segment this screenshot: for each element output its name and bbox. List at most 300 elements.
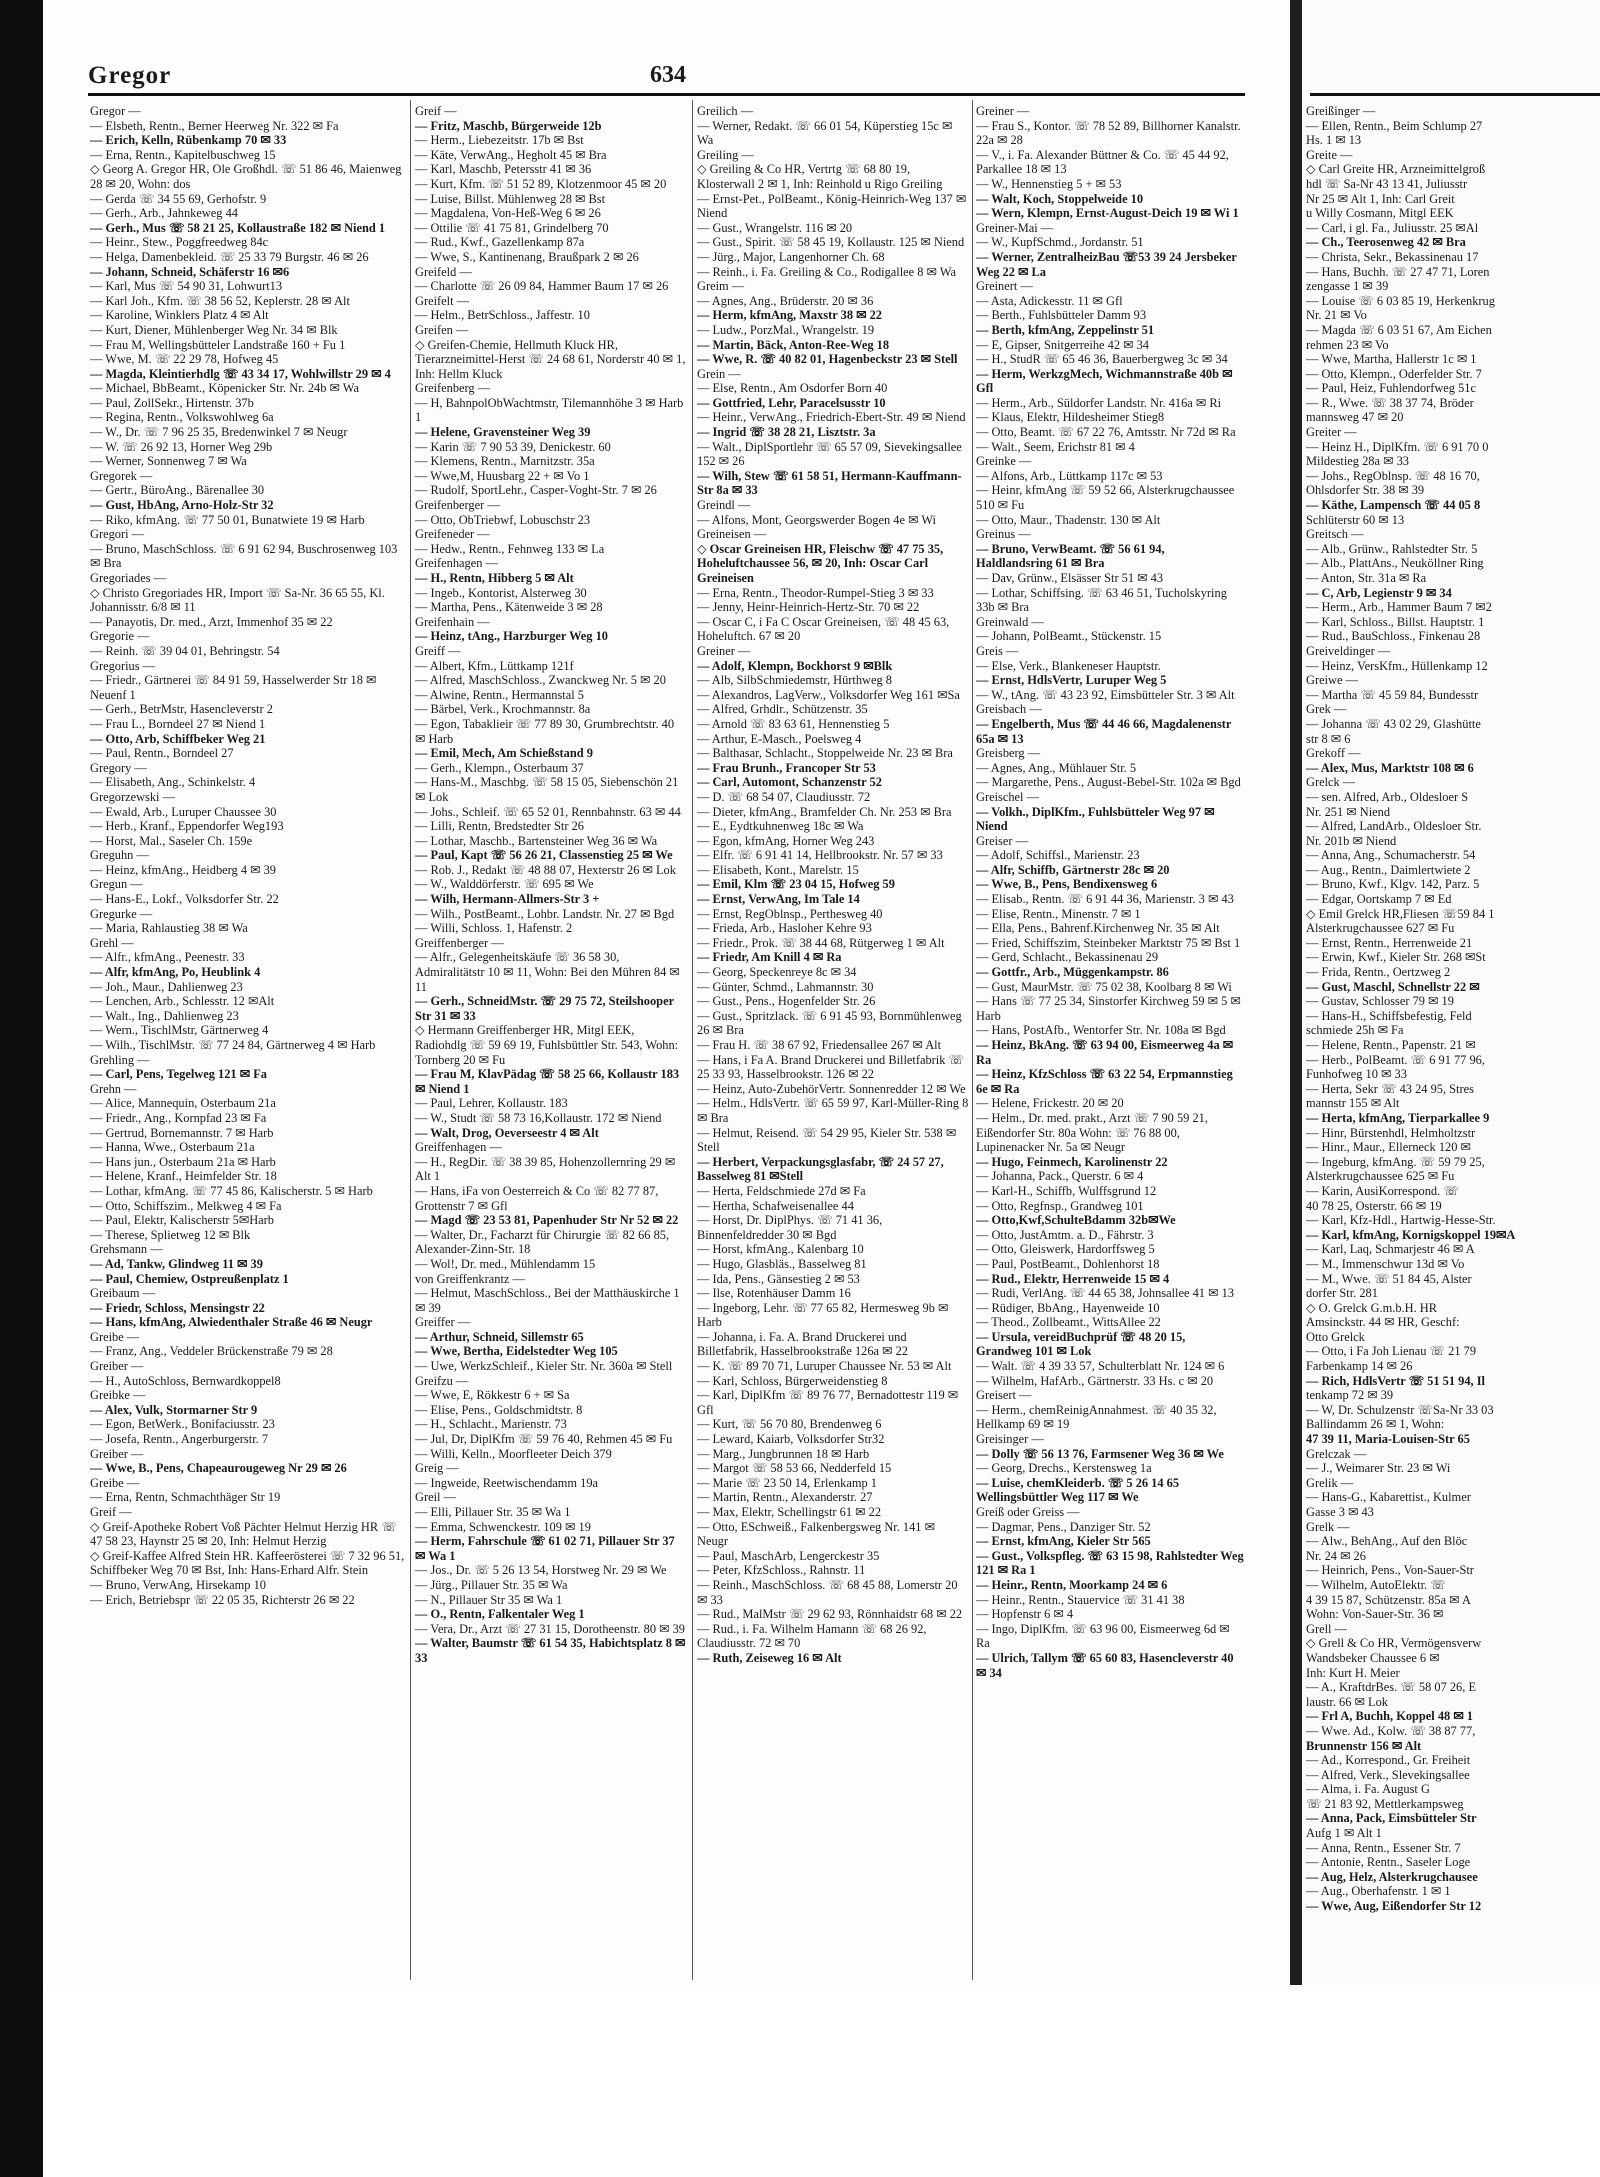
directory-entry: — Albert, Kfm., Lüttkamp 121f xyxy=(415,658,574,673)
directory-entry: Otto Grelck xyxy=(1306,1329,1365,1344)
directory-entry: — Otto, JustAmtm. a. D., Fährstr. 3 xyxy=(976,1227,1154,1242)
directory-entry: — Anna, Rentn., Essener Str. 7 xyxy=(1306,1840,1461,1855)
directory-entry: Schlüterstr 60 ✉ 13 xyxy=(1306,512,1405,527)
surname-heading: Grelk — xyxy=(1306,1519,1350,1534)
directory-entry: — Wilh., PostBeamt., Lohbr. Landstr. Nr. 27 ✉ Bgd xyxy=(415,906,675,921)
directory-entry: — Karl, Maschb, Petersstr 41 ✉ 36 xyxy=(415,162,592,177)
directory-entry: — Ernst, kfmAng, Kieler Str 565 xyxy=(976,1534,1151,1549)
directory-entry: — Elise, Rentn., Minenstr. 7 ✉ 1 xyxy=(976,906,1141,921)
directory-entry: — Hans-G., Kabarettist., Kulmer xyxy=(1306,1490,1471,1505)
directory-entry: Nr. 21 ✉ Vo xyxy=(1306,308,1367,323)
directory-entry: — Ewald, Arb., Luruper Chaussee 30 xyxy=(90,804,277,819)
directory-entry: — Frau L., Borndeel 27 ✉ Niend 1 xyxy=(90,716,266,731)
directory-entry: — Arthur, Schneid, Sillemstr 65 xyxy=(415,1329,584,1344)
directory-entry: — Friedr., Gärtnerei ☏ 84 91 59, Hasselwerder Str 18 ✉ Neuenf 1 xyxy=(90,673,377,702)
directory-entry: 40 78 25, Osterstr. 66 ✉ 19 xyxy=(1306,1198,1442,1213)
surname-heading: Greisberg — xyxy=(976,746,1041,761)
surname-heading: Greifelt — xyxy=(415,293,470,308)
facing-header-rule xyxy=(1310,93,1600,96)
directory-entry: — Marie ☏ 23 50 14, Erlenkamp 1 xyxy=(697,1475,877,1490)
surname-heading: von Greiffenkrantz — xyxy=(415,1271,525,1286)
directory-entry: Hs. 1 ✉ 13 xyxy=(1306,133,1362,148)
directory-entry: ◇ O. Grelck G.m.b.H. HR xyxy=(1306,1300,1438,1315)
directory-entry: — Hans, PostAfb., Wentorfer Str. Nr. 108a ✉ Bgd xyxy=(976,1023,1226,1038)
directory-entry: — Hopfenstr 6 ✉ 4 xyxy=(976,1607,1074,1622)
directory-entry: — Heinz, tAng., Harzburger Weg 10 xyxy=(415,629,608,644)
directory-entry: — Fried, Schiffszim, Steinbeker Marktstr 75 ✉ Bst 1 xyxy=(976,935,1241,950)
directory-entry: Mildestieg 28a ✉ 33 xyxy=(1306,454,1409,469)
surname-heading: Greiß oder Greiss — xyxy=(976,1505,1080,1519)
directory-entry: — Karl Joh., Kfm. ☏ 38 56 52, Keplerstr. 28 ✉ Alt xyxy=(90,293,350,308)
directory-entry: ◇ Georg A. Gregor HR, Ole Großhdl. ☏ 51 86 46, Maienweg 28 ✉ 20, Wohn: dos xyxy=(90,162,402,191)
directory-entry: — Wwe, B., Pens, Chapeaurougeweg Nr 29 ✉ 26 xyxy=(90,1461,347,1476)
directory-entry: — Lenchen, Arb., Schlesstr. 12 ✉Alt xyxy=(90,994,275,1009)
directory-entry: — Anna, Pack, Eimsbütteler Str xyxy=(1306,1811,1477,1826)
directory-entry: — Else, Verk., Blankeneser Hauptstr. xyxy=(976,658,1161,673)
directory-entry: Gasse 3 ✉ 43 xyxy=(1306,1505,1374,1519)
directory-entry: — Karl, Schloss., Billst. Hauptstr. 1 xyxy=(1306,614,1485,629)
directory-entry: — Rud., BauSchloss., Finkenau 28 xyxy=(1306,629,1481,644)
surname-heading: Grein — xyxy=(697,366,741,381)
directory-entry: — Heinrich, Pens., Von-Sauer-Str xyxy=(1306,1563,1474,1578)
directory-entry: — W, Dr. Schulzenstr ☏Sa-Nr 33 03 xyxy=(1306,1402,1494,1417)
directory-entry: rehmen 23 ✉ Vo xyxy=(1306,337,1389,352)
directory-entry: — J., Weimarer Str. 23 ✉ Wi xyxy=(1306,1461,1451,1476)
surname-heading: Gregun — xyxy=(90,877,143,892)
surname-heading: Greiwe — xyxy=(1306,673,1358,688)
directory-entry: — Helga, Damenbekleid. ☏ 25 33 79 Burgstr. 46 ✉ 26 xyxy=(90,249,369,264)
directory-entry: — Paul, Lehrer, Kollaustr. 183 xyxy=(415,1096,568,1111)
surname-heading: Grelck — xyxy=(1306,775,1356,790)
directory-entry: — Paul, ZollSekr., Hirtenstr. 37b xyxy=(90,395,254,410)
directory-entry: — Alex, Vulk, Stormarner Str 9 xyxy=(90,1402,258,1417)
directory-entry: — Alfons, Arb., Lüttkamp 117c ✉ 53 xyxy=(976,468,1163,483)
directory-entry: mannsweg 47 ✉ 20 xyxy=(1306,410,1404,425)
surname-heading: Greischel — xyxy=(976,789,1039,804)
header-rule xyxy=(88,93,1245,96)
surname-heading: Gregory — xyxy=(90,760,147,775)
directory-entry: — Herm, WerkzgMech, Wichmannstraße 40b ✉ Gfl xyxy=(976,366,1233,396)
directory-entry: — Alwine, Rentn., Hermannstal 5 xyxy=(415,687,584,702)
directory-entry: — Carl, Automont, Schanzenstr 52 xyxy=(697,775,882,790)
scan-margin-bottom xyxy=(0,1985,1600,2177)
surname-heading: Greiber — xyxy=(90,1359,144,1374)
directory-entry: — Alw., BehAng., Auf den Blöc xyxy=(1306,1534,1468,1549)
surname-heading: Grehling — xyxy=(90,1052,150,1067)
directory-entry: — Karin, AusiKorrespond. ☏ xyxy=(1306,1183,1459,1198)
directory-entry: — M., Immenschwur 13d ✉ Vo xyxy=(1306,1256,1465,1271)
directory-entry: ◇ Emil Grelck HR,Fliesen ☏59 84 1 xyxy=(1306,906,1495,921)
directory-entry: — Alexandros, LagVerw., Volksdorfer Weg 161 ✉Sa xyxy=(697,687,960,702)
directory-entry: — Werner, Redakt. ☏ 66 01 54, Küperstieg 15c ✉ Wa xyxy=(697,118,953,148)
directory-entry: — Ernst, VerwAng, Im Tale 14 xyxy=(697,892,860,907)
scan-edge-left-bottom xyxy=(0,1985,43,2177)
surname-heading: Grehl — xyxy=(90,935,134,950)
directory-entry: — Reinh. ☏ 39 04 01, Behringstr. 54 xyxy=(90,643,280,658)
directory-entry: — Karl, Mus ☏ 54 90 31, Lohwurt13 xyxy=(90,279,283,294)
directory-entry: — Alex, Mus, Marktstr 108 ✉ 6 xyxy=(1306,760,1474,775)
surname-heading: Greineisen — xyxy=(697,527,767,542)
directory-entry: — Kurt, ☏ 56 70 80, Brendenweg 6 xyxy=(697,1417,882,1432)
directory-entry: — Ad, Tankw, Glindweg 11 ✉ 39 xyxy=(90,1256,263,1271)
directory-entry: — Elise, Pens., Goldschmidtstr. 8 xyxy=(415,1402,583,1417)
directory-entry: — Ingeborg, Lehr. ☏ 77 65 82, Hermesweg 9b ✉ Harb xyxy=(697,1300,949,1330)
directory-entry: — Gerd, Schlacht., Bekassinenau 29 xyxy=(976,950,1159,965)
directory-entry: Ohlsdorfer Str. 38 ✉ 39 xyxy=(1306,483,1425,498)
directory-entry: — Elfr. ☏ 6 91 41 14, Hellbrookstr. Nr. 57 ✉ 33 xyxy=(697,848,943,863)
directory-entry: — Rudolf, SportLehr., Casper-Voght-Str. 7 ✉ 26 xyxy=(415,483,657,498)
directory-entry: — Johanna ☏ 43 02 29, Glashütte xyxy=(1306,716,1481,731)
surname-heading: Greibaum — xyxy=(90,1286,156,1301)
directory-entry: — Heinz, kfmAng., Heidberg 4 ✉ 39 xyxy=(90,862,276,877)
directory-entry: — Günter, Schmd., Lahmannstr. 30 xyxy=(697,979,874,994)
directory-entry: — A., KraftdrBes. ☏ 58 07 26, E xyxy=(1306,1680,1477,1695)
directory-entry: ◇ Grell & Co HR, Vermögensverw xyxy=(1306,1636,1482,1651)
directory-entry: — Rüdiger, BbAng., Hayenweide 10 xyxy=(976,1300,1160,1315)
directory-column-3 xyxy=(697,104,969,1974)
directory-entry: — H., Rentn, Hibberg 5 ✉ Alt xyxy=(415,571,574,585)
directory-entry: — Aug., Oberhafenstr. 1 ✉ 1 xyxy=(1306,1884,1451,1899)
directory-entry: — W., Dr. ☏ 7 96 25 35, Bredenwinkel 7 ✉ Neugr xyxy=(90,425,348,440)
directory-entry: — Jenny, Heinr-Heinrich-Hertz-Str. 70 ✉ 22 xyxy=(697,600,920,615)
surname-heading: Greilich — xyxy=(697,104,754,118)
surname-heading: Greifenberg — xyxy=(415,381,491,396)
directory-entry: — Heinz, KfzSchloss ☏ 63 22 54, Erpmannstieg 6e ✉ Ra xyxy=(976,1067,1233,1096)
surname-heading: Greis — xyxy=(976,643,1019,658)
directory-entry: — Martin, Bäck, Anton-Ree-Weg 18 xyxy=(697,337,890,352)
directory-entry: — Heinz, BkAng. ☏ 63 94 00, Eismeerweg 4a ✉ Ra xyxy=(976,1038,1234,1067)
directory-entry: — Elisabeth, Ang., Schinkelstr. 4 xyxy=(90,775,256,790)
directory-entry: — Kurt, Diener, Mühlenberger Weg Nr. 34 ✉ Blk xyxy=(90,322,338,337)
directory-entry: — Rud., Kwf., Gazellenkamp 87a xyxy=(415,235,585,250)
directory-entry: — Aug., Rentn., Daimlertwiete 2 xyxy=(1306,862,1471,877)
directory-entry: — Helm., Dr. med. prakt., Arzt ☏ 7 90 59 21, Eißendorfer Str. 80a Wohn: ☏ 76 88 00, Lupinenacker Nr. 5a ✉ Neugr xyxy=(976,1110,1208,1155)
directory-entry: Funhofweg 10 ✉ 33 xyxy=(1306,1067,1407,1082)
directory-entry: — Hans-M., Maschbg. ☏ 58 15 05, Siebenschön 21 ✉ Lok xyxy=(415,775,679,804)
directory-entry: — Regina, Rentn., Volkswohlweg 6a xyxy=(90,410,274,425)
surname-heading: Greig — xyxy=(415,1461,459,1476)
directory-entry: — Rob. J., Redakt ☏ 48 88 07, Hexterstr 26 ✉ Lok xyxy=(415,862,676,877)
directory-entry: — Lothar, Schiffsing. ☏ 63 46 51, Tucholskyring 33b ✉ Bra xyxy=(976,585,1227,615)
directory-entry: — Walt. ☏ 4 39 33 57, Schulterblatt Nr. 124 ✉ 6 xyxy=(976,1359,1225,1374)
directory-entry: — Herta, kfmAng, Tierparkallee 9 xyxy=(1306,1110,1490,1125)
directory-entry: — Elisabeth, Kont., Marelstr. 15 xyxy=(697,862,859,877)
directory-entry: — Dav, Grünw., Elsässer Str 51 ✉ 43 xyxy=(976,571,1164,585)
directory-entry: — Klemens, Rentn., Marnitzstr. 35a xyxy=(415,454,595,469)
directory-entry: — Margarethe, Pens., August-Bebel-Str. 102a ✉ Bgd xyxy=(976,775,1241,790)
surname-heading: Gregori — xyxy=(90,527,145,542)
directory-entry: — Wwe, Bertha, Eidelstedter Weg 105 xyxy=(415,1344,618,1359)
directory-entry: — Ingweide, Reetwischendamm 19a xyxy=(415,1475,599,1490)
directory-entry: ◇ Carl Greite HR, Arzneimittelgroß xyxy=(1306,162,1486,177)
directory-entry: ◇ Oscar Greineisen HR, Fleischw ☏ 47 75 35, Hoheluftchaussee 56, ✉ 20, Inh: Oscar Carl Greineisen xyxy=(697,541,944,585)
directory-entry: — Christa, Sekr., Bekassinenau 17 xyxy=(1306,249,1479,264)
directory-entry: — Herm, Fahrschule ☏ 61 02 71, Pillauer Str 37 ✉ Wa 1 xyxy=(415,1534,675,1563)
directory-entry: — Heinz, Auto-ZubehörVertr. Sonnenredder 12 ✉ We xyxy=(697,1081,966,1096)
directory-entry: — Frl A, Buchh, Koppel 48 ✉ 1 xyxy=(1306,1709,1474,1724)
directory-entry: — Hanna, Wwe., Osterbaum 21a xyxy=(90,1140,255,1155)
directory-entry: Alsterkrugchaussee 627 ✉ Fu xyxy=(1306,921,1455,936)
directory-entry: — Martin, Rentn., Alexanderstr. 27 xyxy=(697,1490,873,1505)
directory-entry: — Ida, Pens., Gänsestieg 2 ✉ 53 xyxy=(697,1271,860,1286)
directory-entry: — Jos., Dr. ☏ 5 26 13 54, Horstweg Nr. 29 ✉ We xyxy=(415,1563,667,1578)
directory-entry: — Alfons, Mont, Georgswerder Bogen 4e ✉ Wi xyxy=(697,512,936,527)
directory-entry: — Rud., i. Fa. Wilhelm Hamann ☏ 68 26 92, Claudiusstr. 72 ✉ 70 xyxy=(697,1621,927,1651)
directory-entry: — Johann, Schneid, Schäferstr 16 ✉6 xyxy=(90,264,290,279)
directory-entry: — Leward, Kaiarb, Volksdorfer Str32 xyxy=(697,1432,885,1447)
directory-entry: — Gust., Spirit. ☏ 58 45 19, Kollaustr. 125 ✉ Niend xyxy=(697,235,965,250)
directory-entry: — Egon, kfmAng, Horner Weg 243 xyxy=(697,833,875,848)
directory-entry: — Jürg., Pillauer Str. 35 ✉ Wa xyxy=(415,1577,568,1592)
directory-entry: — Hinr, Bürstenhdl, Helmholtzstr xyxy=(1306,1125,1476,1140)
surname-heading: Greindl — xyxy=(697,498,751,513)
surname-heading: Greite — xyxy=(1306,147,1353,162)
directory-entry: — Paul, Rentn., Borndeel 27 xyxy=(90,746,234,761)
surname-heading: Greinert — xyxy=(976,279,1033,294)
directory-entry: — Franz, Ang., Veddeler Brückenstraße 79 ✉ 28 xyxy=(90,1344,333,1359)
directory-entry: — W. ☏ 26 92 13, Horner Weg 29b xyxy=(90,439,273,454)
directory-entry: — Johann, PolBeamt., Stückenstr. 15 xyxy=(976,629,1162,644)
directory-entry: — Helmut, MaschSchloss., Bei der Matthäuskirche 1 ✉ 39 xyxy=(415,1286,680,1315)
directory-entry: — Heinz, VersKfm., Hüllenkamp 12 xyxy=(1306,658,1488,673)
directory-entry: — Wwe, R. ☏ 40 82 01, Hagenbeckstr 23 ✉ Stell xyxy=(697,352,958,367)
directory-entry: — Wern, Klempn, Ernst-August-Deich 19 ✉ Wi 1 xyxy=(976,206,1239,221)
directory-entry: — Karl, kfmAng, Kornigskoppel 19✉A xyxy=(1306,1227,1516,1242)
directory-entry: Aufg 1 ✉ Alt 1 xyxy=(1306,1826,1382,1841)
surname-heading: Greil — xyxy=(415,1490,456,1505)
surname-heading: Greiter — xyxy=(1306,425,1357,440)
directory-entry: — Ottilie ☏ 41 75 81, Grindelberg 70 xyxy=(415,220,609,235)
surname-heading: Greiner — xyxy=(976,104,1030,118)
directory-entry: — Karin ☏ 7 90 53 39, Denickestr. 60 xyxy=(415,439,611,454)
directory-entry: Amsinckstr. 44 ✉ HR, Geschf: xyxy=(1306,1315,1460,1330)
directory-entry: — Wilhelm, AutoElektr. ☏ xyxy=(1306,1577,1446,1592)
directory-entry: — Bruno, VerwAng, Hirsekamp 10 xyxy=(90,1577,266,1592)
directory-entry: — Lothar, kfmAng. ☏ 77 45 86, Kalischerstr. 5 ✉ Harb xyxy=(90,1183,373,1198)
directory-entry: — Werner, Sonnenweg 7 ✉ Wa xyxy=(90,454,247,469)
directory-entry: — Wwe, Martha, Hallerstr 1c ✉ 1 xyxy=(1306,352,1477,367)
directory-entry: — Horst, Mal., Saseler Ch. 159e xyxy=(90,833,253,848)
column-divider xyxy=(692,100,693,1980)
directory-entry: — Ernst-Pet., PolBeamt., König-Heinrich-Weg 137 ✉ Niend xyxy=(697,191,967,221)
directory-entry: — Klaus, Elektr, Hildesheimer Stieg8 xyxy=(976,410,1165,425)
directory-entry: — Wol!, Dr. med., Mühlendamm 15 xyxy=(415,1256,596,1271)
directory-entry: — Ch., Teerosenweg 42 ✉ Bra xyxy=(1306,235,1466,250)
surname-heading: Gregorzewski — xyxy=(90,789,175,804)
directory-entry: — Heinr., Rentn., Stauervice ☏ 31 41 38 xyxy=(976,1592,1185,1607)
directory-entry: — Engelberth, Mus ☏ 44 46 66, Magdalenenstr 65a ✉ 13 xyxy=(976,716,1232,746)
directory-entry: — Kurt, Kfm. ☏ 51 52 89, Klotzenmoor 45 ✉ 20 xyxy=(415,176,667,191)
directory-entry: — W., Hennenstieg 5 + ✉ 53 xyxy=(976,176,1122,191)
directory-entry: — Louise ☏ 6 03 85 19, Herkenkrug xyxy=(1306,293,1495,308)
directory-entry: Farbenkamp 14 ✉ 26 xyxy=(1306,1359,1413,1374)
directory-entry: — Karl, Schloss, Bürgerweidenstieg 8 xyxy=(697,1373,888,1388)
surname-heading: Grelczak — xyxy=(1306,1446,1367,1461)
directory-entry: Nr. 24 ✉ 26 xyxy=(1306,1548,1366,1563)
surname-heading: Greiling — xyxy=(697,147,754,162)
directory-entry: — Margot ☏ 58 53 66, Nedderfeld 15 xyxy=(697,1461,892,1476)
directory-entry: — Magda, Kleintierhdlg ☏ 43 34 17, Wohlwillstr 29 ✉ 4 xyxy=(90,366,391,381)
directory-entry: mannstr 155 ✉ Alt xyxy=(1306,1096,1400,1111)
directory-entry: — Edgar, Oortskamp 7 ✉ Ed xyxy=(1306,892,1452,907)
directory-entry: — Paul, Heiz, Fuhlendorfweg 51c xyxy=(1306,381,1476,396)
surname-heading: Greifenhagen — xyxy=(415,556,498,571)
directory-entry: — Friedr., Ang., Kornpfad 23 ✉ Fa xyxy=(90,1110,267,1125)
directory-entry: — Berth, kfmAng, Zeppelinstr 51 xyxy=(976,322,1155,337)
directory-entry: — Herm., Arb., Hammer Baum 7 ✉2 xyxy=(1306,600,1492,615)
directory-entry: — Gerh., Klempn., Osterbaum 37 xyxy=(415,760,584,775)
directory-entry: — Otto, Arb, Schiffbeker Weg 21 xyxy=(90,731,266,746)
directory-entry: — Ingeburg, kfmAng. ☏ 59 79 25, xyxy=(1306,1154,1485,1169)
directory-entry: 47 39 11, Maria-Louisen-Str 65 xyxy=(1306,1432,1470,1447)
directory-entry: — Heinr., Rentn, Moorkamp 24 ✉ 6 xyxy=(976,1577,1168,1592)
directory-entry: — Frau M, Wellingsbütteler Landstraße 160 + Fu 1 xyxy=(90,337,346,352)
directory-entry: Brunnenstr 156 ✉ Alt xyxy=(1306,1738,1422,1753)
directory-entry: — W., Walddörferstr. ☏ 695 ✉ We xyxy=(415,877,594,892)
directory-entry: — Bruno, MaschSchloss. ☏ 6 91 62 94, Buschrosenweg 103 ✉ Bra xyxy=(90,541,398,571)
directory-entry: — Reinh., i. Fa. Greiling & Co., Rodigallee 8 ✉ Wa xyxy=(697,264,957,279)
surname-heading: Greiff — xyxy=(415,643,461,658)
directory-entry: — Erich, Betriebspr ☏ 22 05 35, Richterstr 26 ✉ 22 xyxy=(90,1592,355,1607)
directory-entry: — Hans ☏ 77 25 34, Sinstorfer Kirchweg 59 ✉ 5 ✉ Harb xyxy=(976,994,1241,1023)
directory-entry: — Walter, Dr., Facharzt für Chirurgie ☏ 82 66 85, Alexander-Zinn-Str. 18 xyxy=(415,1227,670,1257)
surname-heading: Greif — xyxy=(415,104,457,118)
surname-heading: Greisinger — xyxy=(976,1432,1044,1447)
directory-entry: — Vera, Dr., Arzt ☏ 27 31 15, Dorotheenstr. 80 ✉ 39 xyxy=(415,1621,685,1636)
directory-entry: — Bruno, VerwBeamt. ☏ 56 61 94, Haldlandsring 61 ✉ Bra xyxy=(976,541,1165,571)
directory-entry: — M., Wwe. ☏ 51 84 45, Alster xyxy=(1306,1271,1472,1286)
directory-entry: — Berth., Fuhlsbütteler Damm 93 xyxy=(976,308,1147,323)
directory-entry: — Gerh., Mus ☏ 58 21 25, Kollaustraße 182 ✉ Niend 1 xyxy=(90,220,386,235)
directory-entry: — Magdalena, Von-Heß-Weg 6 ✉ 26 xyxy=(415,206,601,221)
directory-entry: — Otto, Beamt. ☏ 67 22 76, Amtsstr. Nr 72d ✉ Ra xyxy=(976,425,1236,440)
directory-entry: — Herta, Sekr ☏ 43 24 95, Stres xyxy=(1306,1081,1474,1096)
directory-entry: — Wwe, S., Kantinenang, Braußpark 2 ✉ 26 xyxy=(415,249,639,264)
directory-entry: — Johanna, Pack., Querstr. 6 ✉ 4 xyxy=(976,1169,1144,1184)
directory-entry: — Helene, Kranf., Heimfelder Str. 18 xyxy=(90,1169,277,1184)
directory-entry: — Carl, Pens, Tegelweg 121 ✉ Fa xyxy=(90,1067,267,1082)
facing-page-column xyxy=(1306,104,1598,1974)
directory-entry: — Gust, MaurMstr. ☏ 75 02 38, Koolbarg 8 ✉ Wi xyxy=(976,979,1232,994)
directory-entry: — Gerh., Arb., Jahnkeweg 44 xyxy=(90,206,238,221)
directory-entry: — Walter, Baumstr ☏ 61 54 35, Habichtsplatz 8 ✉ 33 xyxy=(415,1636,686,1665)
directory-entry: — Bruno, Kwf., Klgv. 142, Parz. 5 xyxy=(1306,877,1480,892)
directory-entry: — sen. Alfred, Arb., Oldesloer S xyxy=(1306,789,1469,804)
directory-entry: — Alb., PlattAns., Neuköllner Ring xyxy=(1306,556,1484,571)
directory-entry: — Jul, Dr, DiplKfm ☏ 59 76 40, Rehmen 45 ✉ Fu xyxy=(415,1432,673,1447)
directory-entry: — Hugo, Feinmech, Karolinenstr 22 xyxy=(976,1154,1168,1169)
directory-entry: — Ad., Korrespond., Gr. Freiheit xyxy=(1306,1753,1471,1768)
directory-entry: — Ingo, DiplKfm. ☏ 63 96 00, Eismeerweg 6d ✉ Ra xyxy=(976,1621,1230,1651)
directory-entry: — Wilhelm, HafArb., Gärtnerstr. 33 Hs. c ✉ 20 xyxy=(976,1373,1214,1388)
directory-entry: Wohn: Von-Sauer-Str. 36 ✉ xyxy=(1306,1607,1444,1622)
directory-entry: — Otto, Schiffszim., Melkweg 4 ✉ Fa xyxy=(90,1198,282,1213)
directory-entry: — Hans-E., Lokf., Volksdorfer Str. 22 xyxy=(90,892,279,907)
column-divider xyxy=(972,100,973,1980)
directory-entry: — Otto, Maur., Thadenstr. 130 ✉ Alt xyxy=(976,512,1161,527)
directory-entry: — Balthasar, Schlacht., Stoppelweide Nr. 23 ✉ Bra xyxy=(697,746,953,761)
directory-entry: — Dolly ☏ 56 13 76, Farmsener Weg 36 ✉ We xyxy=(976,1446,1224,1461)
directory-entry: Ballindamm 26 ✉ 1, Wohn: xyxy=(1306,1417,1445,1432)
directory-entry: — Magda ☏ 6 03 51 67, Am Eichen xyxy=(1306,322,1492,337)
directory-entry: — Friedr, Am Knill 4 ✉ Ra xyxy=(697,950,842,965)
surname-heading: Grek — xyxy=(1306,702,1347,717)
directory-entry: — Alice, Mannequin, Osterbaum 21a xyxy=(90,1096,276,1111)
directory-entry: — Oscar C, i Fa C Oscar Greineisen, ☏ 48 45 63, Hoheluftch. 67 ✉ 20 xyxy=(697,614,950,644)
directory-entry: — Gerh., SchneidMstr. ☏ 29 75 72, Steilshooper Str 31 ✉ 33 xyxy=(415,994,674,1023)
directory-entry: — Alfr, kfmAng, Po, Heublink 4 xyxy=(90,965,261,980)
directory-entry: — Wwe, Aug, Eißendorfer Str 12 xyxy=(1306,1899,1482,1914)
directory-entry: — Erich, Kelln, Rübenkamp 70 ✉ 33 xyxy=(90,133,287,148)
page-number: 634 xyxy=(650,62,686,88)
directory-entry: — Fritz, Maschb, Bürgerweide 12b xyxy=(415,118,602,133)
directory-entry: — Ilse, Rotenhäuser Damm 16 xyxy=(697,1286,851,1301)
directory-entry: — Otto, i Fa Joh Lienau ☏ 21 79 xyxy=(1306,1344,1477,1359)
directory-entry: — Uwe, WerkzSchleif., Kieler Str. Nr. 360a ✉ Stell xyxy=(415,1359,673,1374)
directory-entry: — Marg., Jungbrunnen 18 ✉ Harb xyxy=(697,1446,870,1461)
directory-entry: — Heinr, kfmAng ☏ 59 52 66, Alsterkrugchaussee 510 ✉ Fu xyxy=(976,483,1235,513)
directory-entry: — Wilh, Stew ☏ 61 58 51, Hermann-Kauffmann-Str 8a ✉ 33 xyxy=(697,468,962,498)
surname-heading: Greiffenberger — xyxy=(415,935,504,950)
directory-entry: — Herb., PolBeamt. ☏ 6 91 77 96, xyxy=(1306,1052,1485,1067)
directory-entry: ◇ Greif-Kaffee Alfred Stein HR. Kaffeerösterei ☏ 7 32 96 51, Schiffbeker Weg 70 ✉ Bst, Inh: Hans-Erhard Alfr. Stein xyxy=(90,1548,405,1578)
surname-heading: Greinke — xyxy=(976,454,1032,469)
directory-entry: — Otto, ESchweiß., Falkenbergsweg Nr. 141 ✉ Neugr xyxy=(697,1519,935,1549)
directory-entry: — Joh., Maur., Dahlienweg 23 xyxy=(90,979,243,994)
directory-entry: — Walt., Ing., Dahlienweg 23 xyxy=(90,1008,239,1023)
directory-entry: — Hertha, Schafweisenallee 44 xyxy=(697,1198,854,1213)
directory-entry: — Karl, Kfz-Hdl., Hartwig-Hesse-Str. xyxy=(1306,1213,1496,1228)
scan-edge-left xyxy=(0,0,43,2177)
directory-entry: — Theod., Zollbeamt., WittsAllee 22 xyxy=(976,1315,1161,1330)
directory-entry: — C, Arb, Legienstr 9 ✉ 34 xyxy=(1306,585,1452,600)
directory-entry: — Martha, Pens., Kätenweide 3 ✉ 28 xyxy=(415,600,603,615)
directory-entry: — Egon, Tabaklieir ☏ 77 89 30, Grumbrechtstr. 40 ✉ Harb xyxy=(415,716,675,746)
directory-entry: dorfer Str. 281 xyxy=(1306,1286,1378,1301)
directory-entry: — Helm., BetrSchloss., Jaffestr. 10 xyxy=(415,308,590,323)
directory-entry: — Frau S., Kontor. ☏ 78 52 89, Billhorner Kanalstr. 22a ✉ 28 xyxy=(976,118,1241,148)
directory-entry: — Arnold ☏ 83 63 61, Hennenstieg 5 xyxy=(697,716,890,731)
directory-entry: — Hans, iFa von Oesterreich & Co ☏ 82 77 87, Grottenstr 7 ✉ Gfl xyxy=(415,1183,659,1213)
directory-entry: — Gust, HbAng, Arno-Holz-Str 32 xyxy=(90,498,274,513)
directory-entry: — Josefa, Rentn., Angerburgerstr. 7 xyxy=(90,1432,269,1447)
directory-entry: — Horst, kfmAng., Kalenbarg 10 xyxy=(697,1242,864,1257)
surname-heading: Greiber — xyxy=(90,1446,144,1461)
directory-entry: — Gust., Wrangelstr. 116 ✉ 20 xyxy=(697,220,853,235)
directory-entry: — Herm., Liebezeitstr. 17b ✉ Bst xyxy=(415,133,584,148)
directory-entry: — Alfred, Verk., Slevekingsallee xyxy=(1306,1767,1470,1782)
directory-entry: — Karl, DiplKfm ☏ 89 76 77, Bernadottestr 119 ✉ Gfl xyxy=(697,1388,959,1417)
directory-entry: — Alma, i. Fa. August G xyxy=(1306,1782,1430,1797)
directory-entry: — Maria, Rahlaustieg 38 ✉ Wa xyxy=(90,921,248,936)
directory-entry: — Elsbeth, Rentn., Berner Heerweg Nr. 322 ✉ Fa xyxy=(90,118,339,133)
directory-entry: — Käthe, Lampensch ☏ 44 05 8 xyxy=(1306,498,1481,513)
surname-heading: Greifen — xyxy=(415,322,469,337)
directory-entry: — Walt., DiplSportlehr ☏ 65 57 09, Sievekingsallee 152 ✉ 26 xyxy=(697,439,962,469)
directory-entry: — Helm., HdlsVertr. ☏ 65 59 97, Karl-Müller-Ring 8 ✉ Bra xyxy=(697,1096,969,1125)
directory-entry: — Gottfr., Arb., Müggenkampstr. 86 xyxy=(976,965,1169,980)
directory-entry: — Otto,Kwf,SchulteBdamm 32b✉We xyxy=(976,1213,1176,1228)
directory-entry: — Aug, Helz, Alsterkrugchausee xyxy=(1306,1869,1478,1884)
surname-heading: Greif — xyxy=(90,1505,132,1519)
directory-entry: — Hans jun., Osterbaum 21a ✉ Harb xyxy=(90,1154,276,1169)
directory-entry: — Rich, HdlsVertr ☏ 51 51 94, Il xyxy=(1306,1373,1485,1388)
directory-entry: — Johs., RegOblnsp. ☏ 48 16 70, xyxy=(1306,468,1480,483)
surname-heading: Greim — xyxy=(697,279,745,294)
directory-entry: Nr. 251 ✉ Niend xyxy=(1306,804,1391,819)
surname-heading: Greifenberger — xyxy=(415,498,500,513)
directory-entry: — Hugo, Glasbläs., Basselweg 81 xyxy=(697,1256,867,1271)
